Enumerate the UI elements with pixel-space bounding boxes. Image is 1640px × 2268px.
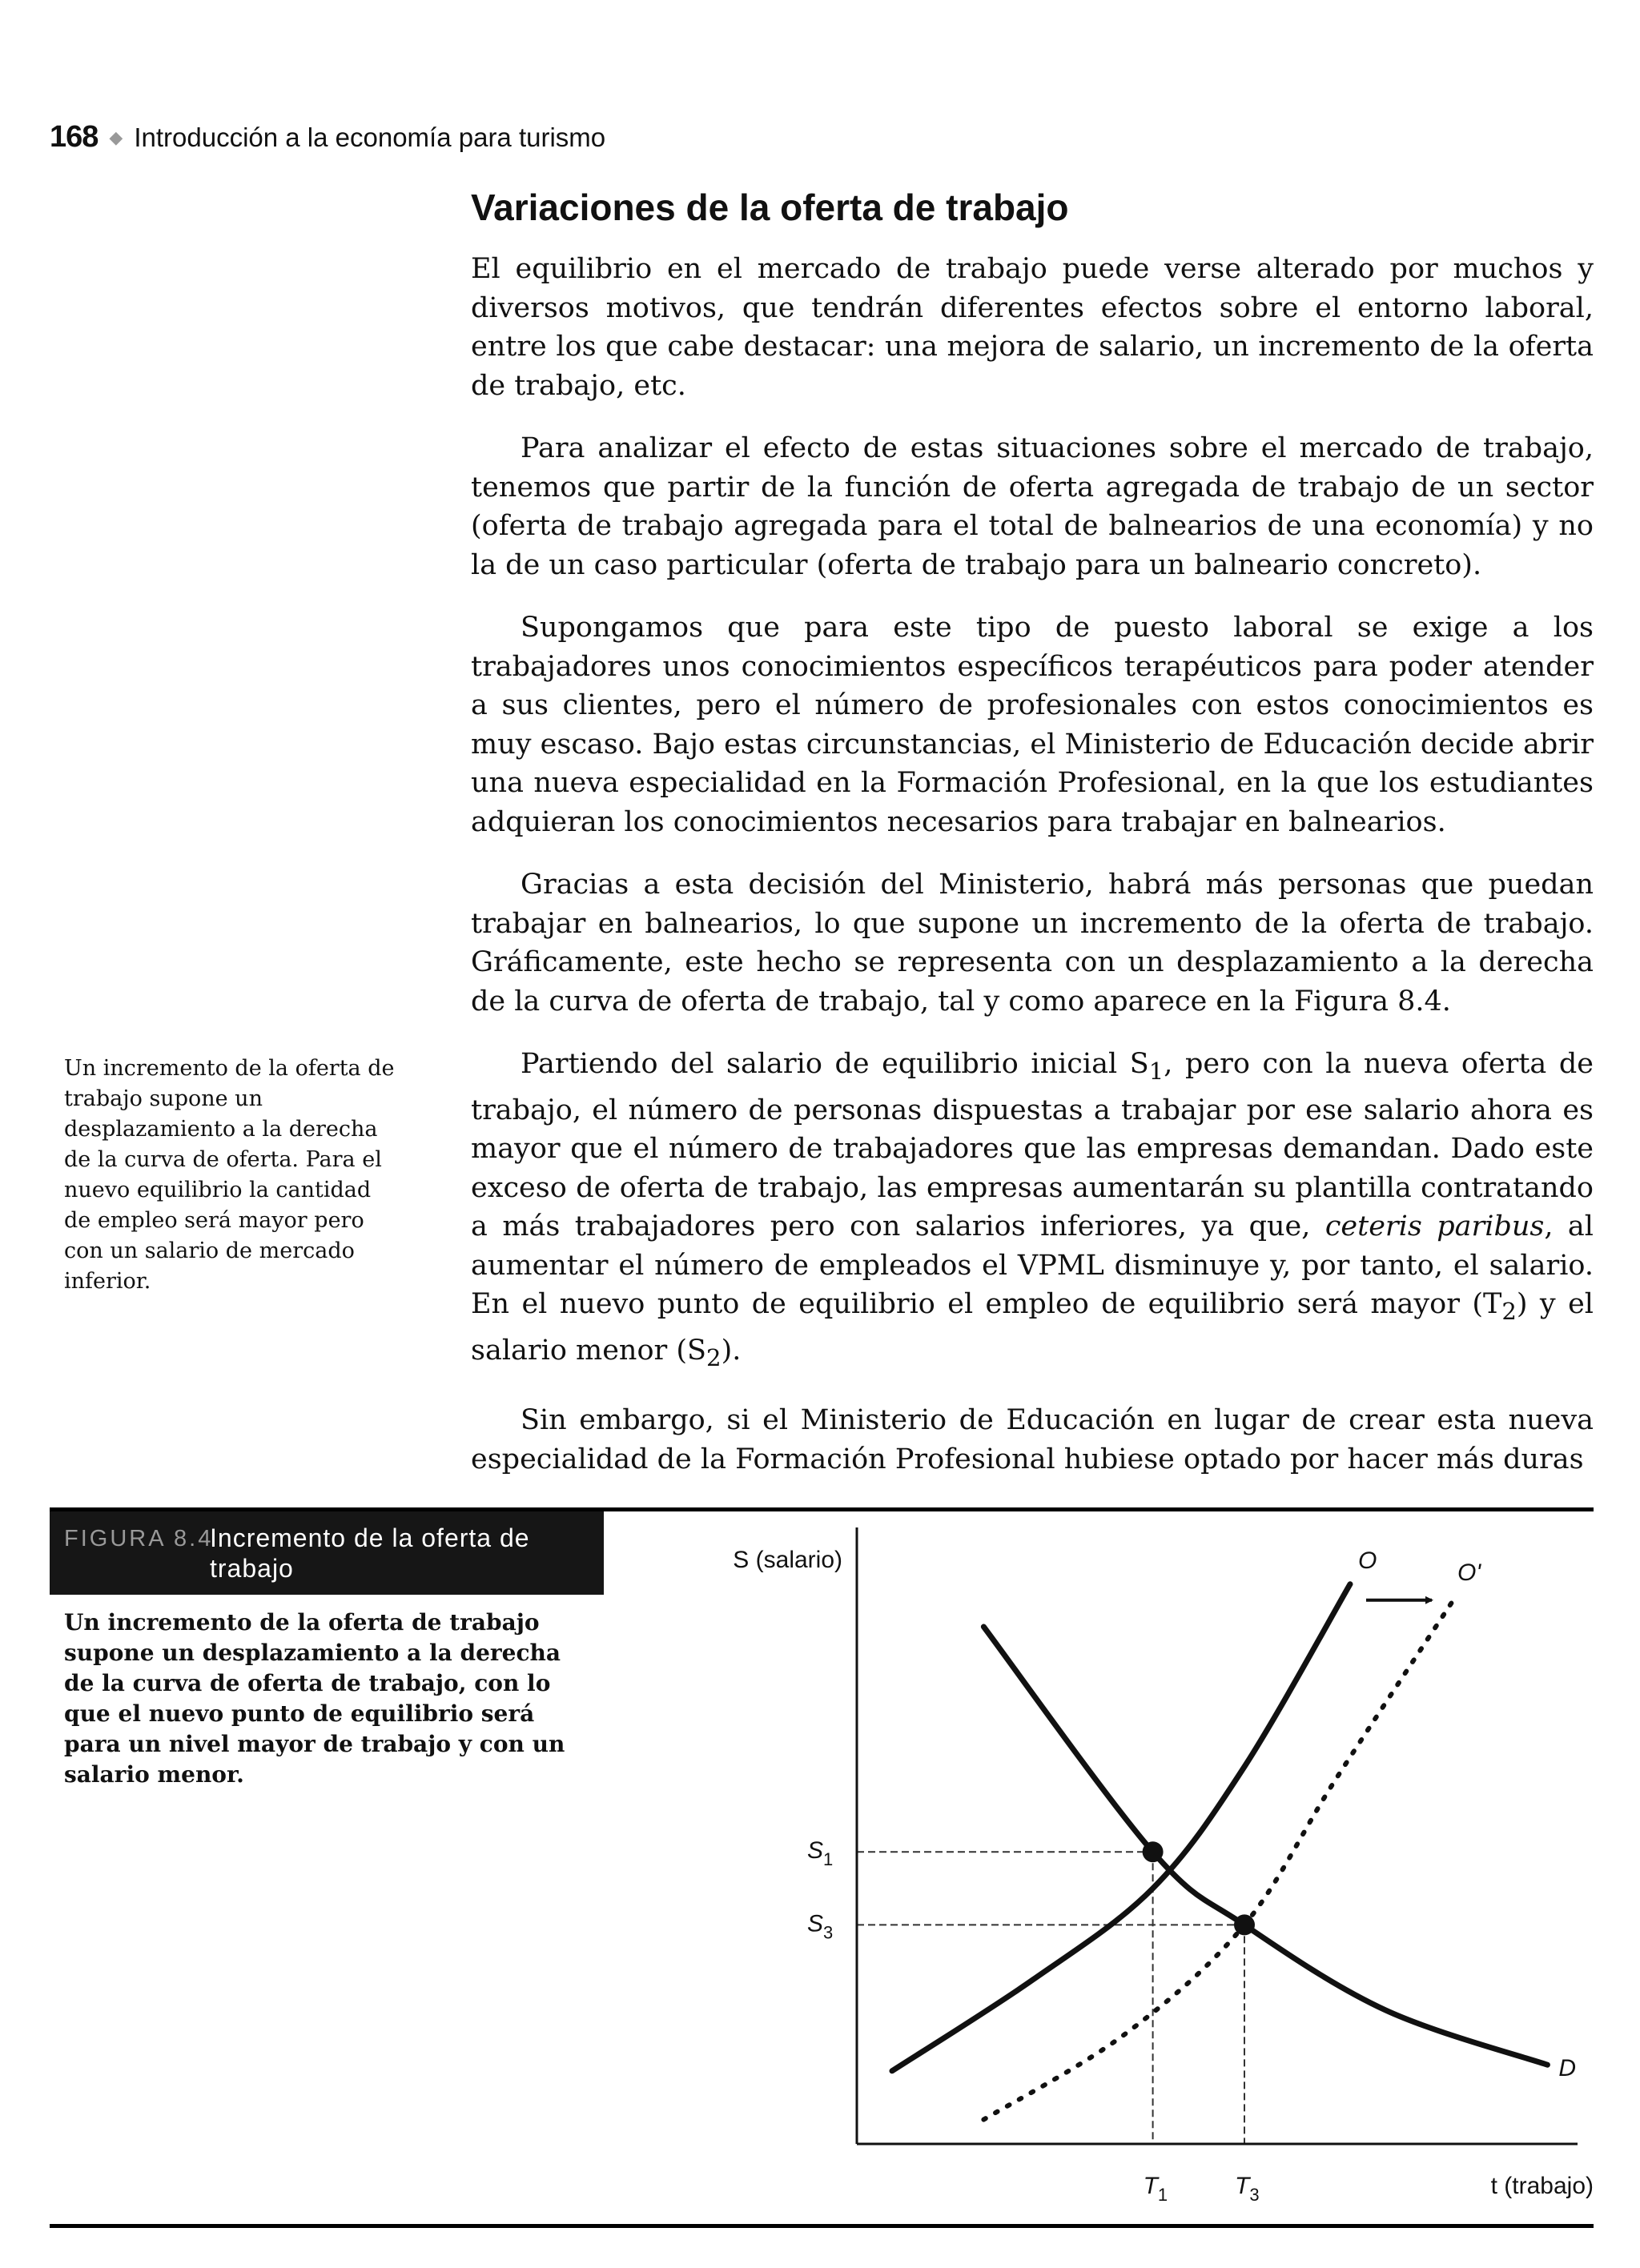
running-head (50, 120, 605, 155)
paragraph-5: Partiendo del salario de equilibrio inicial $S_1$, pero con la nueva oferta de trabajo, el número de personas dispuestas a trabajar por ese salario ahora es mayor que el número de trabajadores que las empresas demandan. Dado este exceso de oferta de trabajo, las empresas aumentarán su plantilla contratando a más trabajadores pero con salarios inferiores, ya que, ceteris paribus, al aumentar el número de empleados el VPML disminuye y, por tanto, el salario. En el nuevo punto de equilibrio el empleo de equilibrio será mayor $(T_2)$ y el salario menor $(S_2)$. (471, 1048, 1594, 1371)
paragraph-4: Gracias a esta decisión del Ministerio, habrá más personas que puedan trabajar en balnearios, lo que supone un incremento de la oferta de trabajo. Gráficamente, este hecho se representa con un desplazamiento a la derecha de la curva de oferta de trabajo, tal y como aparece en la Figura 8.4. (471, 869, 1594, 1018)
equilibrium-point-2 (1234, 1914, 1255, 1935)
paragraph-3: Supongamos que para este tipo de puesto laboral se exige a los trabajadores unos conocimientos específicos terapéuticos para poder atender a sus clientes, pero el número de profesionales con estos conocimientos es muy escaso. Bajo estas circunstancias, el Ministerio de Educación decide abrir una nueva especialidad en la Formación Profesional, en la que los estudiantes adquieran los conocimientos necesarios para trabajar en balnearios. (471, 612, 1594, 838)
paragraph-2: Para analizar el efecto de estas situaciones sobre el mercado de trabajo, tenemos que partir de la función de oferta agregada de trabajo de un sector (oferta de trabajo agregada para el total de balnearios de una economía) y no la de un caso particular (oferta de trabajo para un balneario concreto). (471, 432, 1594, 581)
figure-bottom-rule (50, 2224, 1594, 2228)
supply-curve (892, 1584, 1350, 2071)
curve-label-demand: D (1558, 2055, 1577, 2082)
body-text (471, 250, 1594, 1503)
figure-title: Incremento de la oferta de trabajo (210, 1523, 530, 1583)
y-axis-label: S (salario) (733, 1547, 842, 1573)
figure-label (50, 1511, 604, 1595)
figure-number: FIGURA 8.4 (64, 1526, 214, 1551)
y-tick-label-1: $S_1$ (807, 1837, 834, 1870)
italic-term: ceteris paribus (1324, 1210, 1545, 1242)
book-title: Introducción a la economía para turismo (134, 122, 606, 152)
y-tick-label-2: $S_3$ (807, 1910, 834, 1943)
supply-curve-new (983, 1596, 1456, 2120)
paragraph-6: Sin embargo, si el Ministerio de Educación en lugar de crear esta nueva especialidad de la Formación Profesional hubiese optado por hacer más duras (471, 1404, 1594, 1475)
margin-note: Un incremento de la oferta de trabajo supone un desplazamiento a la derecha de la curva de oferta. Para el nuevo equilibrio la cantidad de empleo será mayor pero con un salario de mercado inferior. (64, 1056, 395, 1294)
demand-curve (983, 1627, 1547, 2065)
equilibrium-point-1 (1143, 1841, 1164, 1862)
x-tick-label-2: $T_3$ (1235, 2173, 1260, 2205)
curve-label-supply-new: O' (1457, 1560, 1481, 1586)
section-title: Variaciones de la oferta de trabajo (471, 187, 1069, 228)
x-tick-label-1: $T_1$ (1143, 2173, 1168, 2205)
figure-caption: Un incremento de la oferta de trabajo supone un desplazamiento a la derecha de la curva de oferta de trabajo, con lo que el nuevo punto de equilibrio será para un nivel mayor de trabajo y con un salario menor. (64, 1609, 565, 1788)
paragraph-1: El equilibrio en el mercado de trabajo puede verse alterado por muchos y diversos motivos, que tendrán diferentes efectos sobre el entorno laboral, entre los que cabe destacar: una mejora de salario, un incremento de la oferta de trabajo, etc. (471, 253, 1594, 402)
x-axis-label: t (trabajo) (1490, 2173, 1594, 2199)
page-number: 168 (50, 120, 98, 154)
curve-label-supply: O (1358, 1547, 1377, 1574)
header-separator-icon: ◆ (109, 127, 123, 147)
labor-market-chart (641, 1511, 1594, 2224)
